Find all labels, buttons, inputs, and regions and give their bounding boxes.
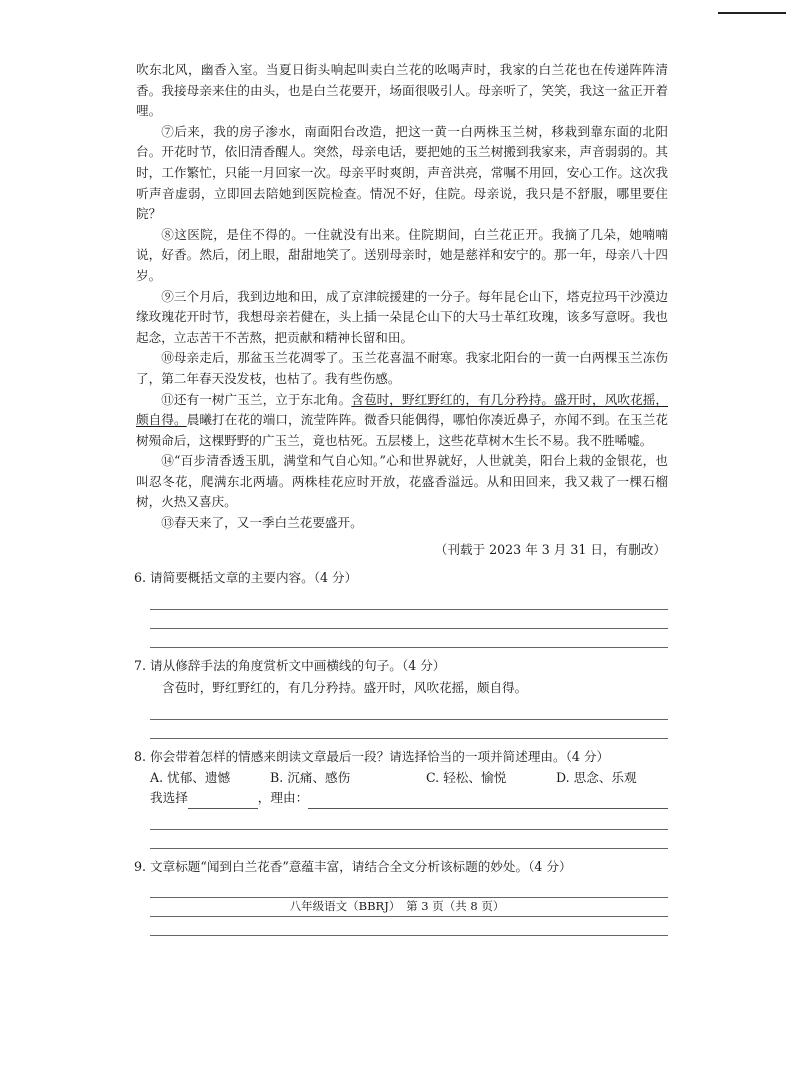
answer-line[interactable] [150,591,668,610]
underlined-sentence: 含苞时，野红野红的，有几分矜持。盛开时，风吹花摇，颇自得。 [136,391,669,428]
para11-rest: 晨曦打在花的端口，流莹阵阵。微香只能偶得，哪怕你凑近鼻子，亦闻不到。在玉兰花树殒命后，这棵野野的广玉兰，竟也枯死。五层楼上，这些花草树木生长不易。我不胜唏嘘。 [136,412,669,448]
answer-line[interactable] [150,610,668,629]
article-source: （刊载于 2023 年 3 月 31 日，有删改） [434,541,666,557]
question-6 [134,568,668,648]
article-paragraph: 吹东北风，幽香入室。当夏日街头响起叫卖白兰花的吆喝声时，我家的白兰花也在传递阵阵清香。我接母亲来住的由头，也是白兰花要开，场面很吸引人。母亲听了，笑笑，我这一盆正开着哩。 [136,62,668,119]
corner-mark [718,12,786,14]
article-paragraph-12: ⑭“百步清香透玉肌，满堂和气自心知。”心和世界就好，人世就美，阳台上栽的金银花，也叫忍冬花，爬满东北两墙。两株桂花应时开放，花盛香溢远。从和田回来，我又栽了一棵石榴树，火热又喜庆。 [136,453,668,510]
question-8 [134,747,668,849]
answer-line[interactable] [150,879,668,898]
answer-line[interactable] [150,830,668,849]
question-9 [134,857,668,937]
question-8-options [134,768,668,789]
select-blank[interactable] [188,792,258,809]
answer-line[interactable] [150,629,668,648]
answer-line[interactable] [150,720,668,739]
question-7 [134,656,668,739]
option-a[interactable]: A. 忧郁、遗憾 [150,769,231,785]
answer-line[interactable] [150,701,668,720]
answer-line[interactable] [150,917,668,936]
question-8-text: 8. 你会带着怎样的情感来朗读文章最后一段？请选择恰当的一项并简述理由。（4 分） [134,749,610,765]
article-paragraph-8: ⑧这医院，是住不得的。一住就没有出来。住院期间，白兰花正开。我摘了几朵，她喃喃说，好香。然后，闭上眼，甜甜地笑了。送别母亲时，她是慈祥和安宁的。那一年，母亲八十四岁。 [136,226,668,283]
question-9-text: 9. 文章标题“闻到白兰花香”意蕴丰富，请结合全文分析该标题的妙处。（4 分） [134,858,572,874]
answer-line[interactable] [150,811,668,830]
reason-label: ，理由： [257,790,309,806]
select-label: 我选择 [150,790,188,806]
article-paragraph-7: ⑦后来，我的房子渗水，南面阳台改造，把这一黄一白两株玉兰树，移栽到靠东面的北阳台。开花时节，依旧清香醒人。突然，母亲电话，要把她的玉兰树搬到我家来，声音弱弱的。其时，工作繁忙，只能一月回家一次。母亲平时爽朗，声音洪亮，常嘱不用回，安心工作。这次我听声音虚弱，立即回去陪她到医院检查。情况不好，住院。母亲说，我只是不舒服，哪里要住院？ [136,123,668,222]
option-c[interactable]: C. 轻松、愉悦 [426,769,507,785]
page-footer: 八年级语文（BBRJ） 第 3 页（共 8 页） [289,899,505,913]
question-7-text: 7. 请从修辞手法的角度赏析文中画横线的句子。（4 分） [134,657,446,673]
article-paragraph-10: ⑩母亲走后，那盆玉兰花凋零了。玉兰花喜温不耐寒。我家北阳台的一黄一白两棵玉兰冻伤了，第二年春天没发枝，也枯了。我有些伤感。 [136,350,668,386]
select-row [134,788,668,809]
article-paragraph-11 [136,390,668,452]
article-paragraph-13: ⑬春天来了，又一季白兰花要盛开。 [161,515,363,531]
question-6-text: 6. 请简要概括文章的主要内容。（4 分） [134,570,358,586]
option-b[interactable]: B. 沉痛、感伤 [270,769,351,785]
exam-page [136,60,668,936]
para11-start: ⑪还有一树广玉兰，立于东北角。 [161,391,352,407]
question-7-quote: 含苞时，野红野红的，有几分矜持。盛开时，风吹花摇，颇自得。 [162,680,528,696]
article-paragraph-9: ⑨三个月后，我到边地和田，成了京津皖援建的一分子。每年昆仑山下，塔克拉玛干沙漠边缘玫瑰花开时节，我想母亲若健在，头上插一朵昆仑山下的大马士革红玫瑰，该多写意呀。我也起念，立志苦干不苦熬，把贡献和精神长留和田。 [136,288,668,345]
reason-blank[interactable] [308,792,668,809]
option-d[interactable]: D. 思念、乐观 [556,769,637,785]
